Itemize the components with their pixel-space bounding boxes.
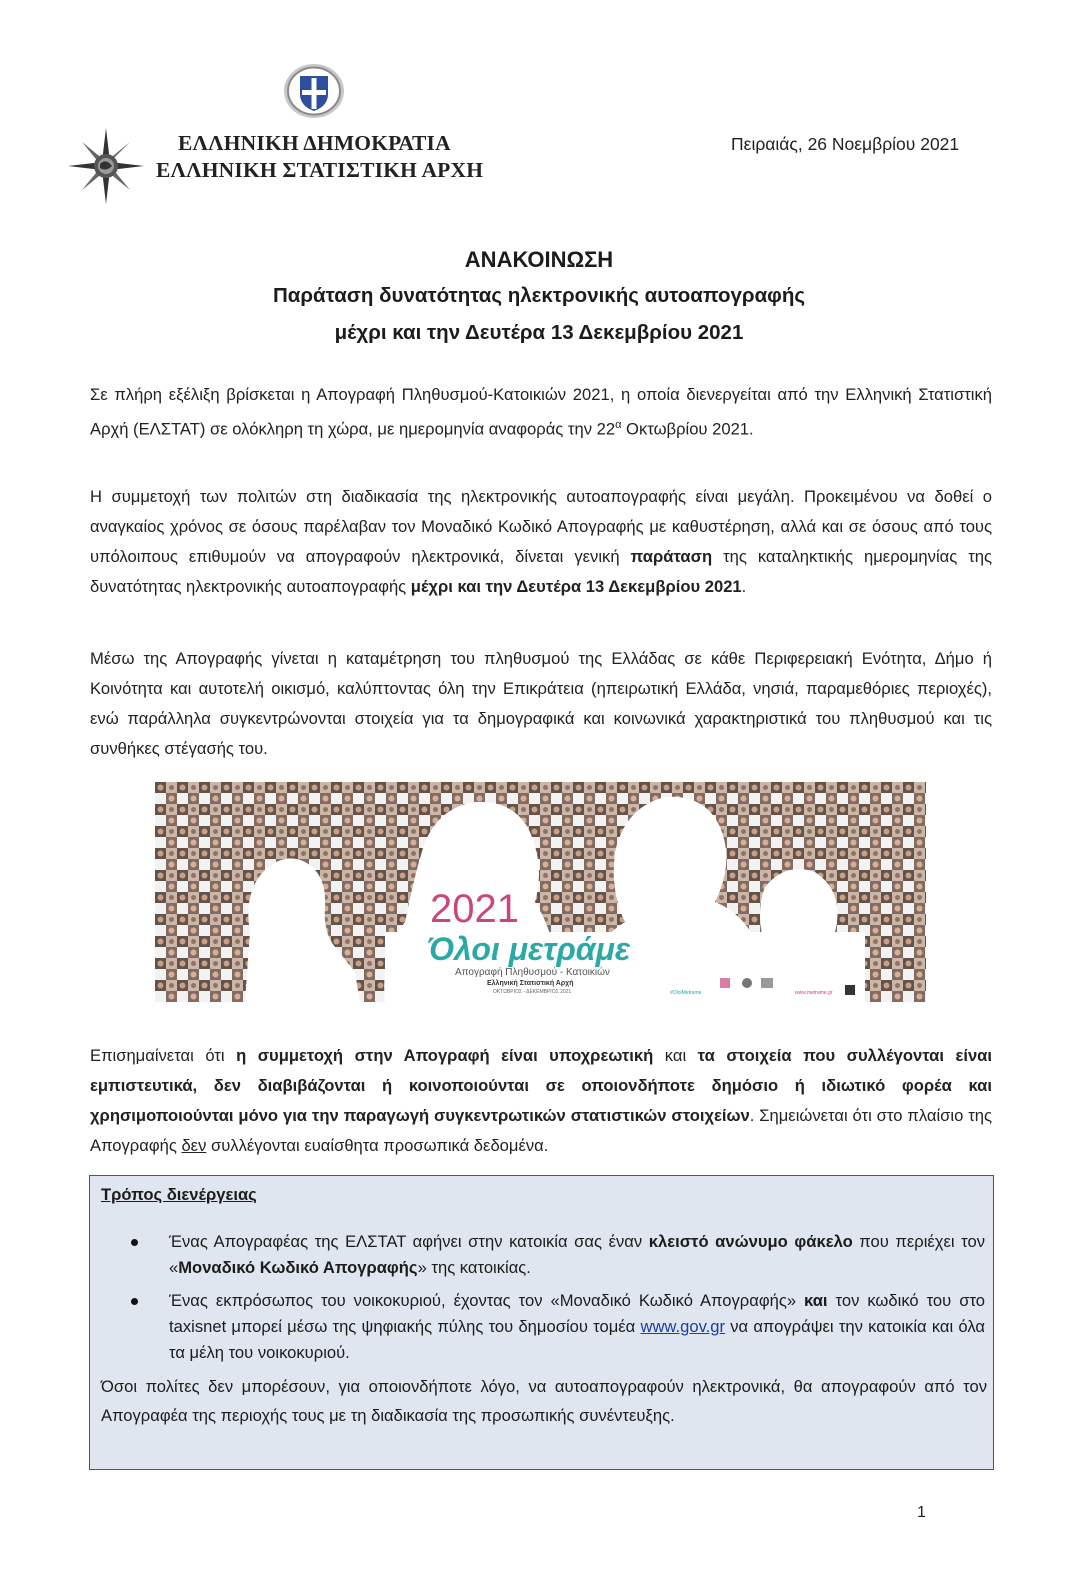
procedure-bullet-1 bbox=[169, 1229, 985, 1281]
paragraph-2-text: Η συμμετοχή των πολιτών στη διαδικασία της ηλεκτρονικής αυτοαπογραφής είναι μεγάλη. Προκειμένου να δοθεί ο αναγκαίος χρόνος σε όσους παρέλαβαν τον Μοναδικό Κωδικό Απογραφής με καθυστέρηση, αλλά και σε όσους από τους υπόλοιπους επιθυμούν να απογραφούν ηλεκτρονικά, δίνεται γενική bbox=[90, 487, 992, 566]
bullet-1-text: Ένας Απογραφέας της ΕΛΣΤΑΤ αφήνει στην κατοικία σας έναν bbox=[169, 1232, 649, 1251]
bullet-1-bold: κλειστό ανώνυμο φάκελο bbox=[648, 1232, 853, 1251]
procedure-box-title: Τρόπος διενέργειας bbox=[101, 1185, 257, 1204]
qr-code-icon bbox=[845, 985, 855, 995]
procedure-box-footer: Όσοι πολίτες δεν μπορέσουν, για οποιονδήποτε λόγο, να αυτοαπογραφούν ηλεκτρονικά, θα απογραφούν από τον Απογραφέα της περιοχής τους με τη διαδικασία της προσωπικής συνέντευξης. bbox=[101, 1377, 987, 1425]
paragraph-2-bold-deadline: μέχρι και την Δευτέρα 13 Δεκεμβρίου 2021 bbox=[410, 577, 742, 596]
bullet-2-bold: και bbox=[804, 1291, 828, 1310]
org-line-2: ΕΛΛΗΝΙΚΗ ΣΤΑΤΙΣΤΙΚΗ ΑΡΧΗ bbox=[156, 158, 484, 182]
paragraph-4-text: Επισημαίνεται ότι bbox=[90, 1046, 237, 1065]
bullet-dot-icon bbox=[131, 1298, 138, 1305]
organization-name bbox=[156, 130, 483, 184]
paragraph-4-text: συλλέγονται ευαίσθητα προσωπικά δεδομένα. bbox=[206, 1136, 549, 1155]
announcement-title-block bbox=[0, 243, 1078, 351]
gov-gr-link[interactable]: www.gov.gr bbox=[640, 1317, 726, 1336]
document-date: Πειραιάς, 26 Νοεμβρίου 2021 bbox=[731, 134, 960, 154]
banner-hashtag: #OloiMetrame bbox=[670, 990, 702, 996]
greek-coat-of-arms-logo bbox=[282, 62, 346, 120]
bullet-2-text: τον κωδικό του στο taxisnet μπορεί μέσω της ψηφιακής πύλης του δημοσίου τομέα bbox=[169, 1291, 985, 1336]
announcement-title-line-3: μέχρι και την Δευτέρα 13 Δεκεμβρίου 2021 bbox=[334, 321, 744, 344]
banner-year: 2021 bbox=[430, 887, 519, 931]
paragraph-3: Μέσω της Απογραφής γίνεται η καταμέτρηση του πληθυσμού της Ελλάδας σε κάθε Περιφερειακή Ενότητα, Δήμο ή Κοινότητα και αυτοτελή οικισμό, καλύπτοντας όλη την Επικράτεια (ηπειρωτική Ελλάδα, νησιά, παραμεθόριες περιοχές), ενώ παράλληλα συγκεντρώνονται στοιχεία για τα δημογραφικά και κοινωνικά χαρακτηριστικά του πληθυσμού και τις συνθήκες στέγασής του. bbox=[90, 649, 992, 758]
banner-period: ΟΚΤΩΒΡΙΟΣ - ΔΕΚΕΜΒΡΙΟΣ 2021 bbox=[493, 989, 572, 995]
elstat-compass-logo bbox=[68, 128, 144, 204]
banner-org: Ελληνική Στατιστική Αρχή bbox=[487, 980, 574, 987]
paragraph-4-text: και bbox=[653, 1046, 698, 1065]
org-line-1: ΕΛΛΗΝΙΚΗ ΔΗΜΟΚΡΑΤΙΑ bbox=[178, 131, 451, 155]
banner-slogan: Όλοι μετράμε bbox=[427, 931, 631, 967]
paragraph-1 bbox=[90, 380, 992, 445]
announcement-title-line-2: Παράταση δυνατότητας ηλεκτρονικής αυτοαπογραφής bbox=[272, 284, 806, 307]
paragraph-2 bbox=[90, 482, 992, 602]
paragraph-4-bold-mandatory: η συμμετοχή στην Απογραφή είναι υποχρεωτική bbox=[236, 1046, 654, 1065]
announcement-heading: ΑΝΑΚΟΙΝΩΣΗ bbox=[464, 247, 614, 272]
paragraph-1-text-end: Οκτωβρίου 2021. bbox=[621, 419, 754, 439]
bullet-2-text: να απογράψει την κατοικία και όλα τα μέλη του νοικοκυριού. bbox=[169, 1317, 985, 1362]
paragraph-4 bbox=[90, 1041, 992, 1161]
bullet-dot-icon bbox=[131, 1239, 138, 1246]
page-number: 1 bbox=[917, 1504, 926, 1521]
bullet-1-text: » της κατοικίας. bbox=[417, 1258, 531, 1277]
bullet-1-text: που περιέχει τον « bbox=[169, 1232, 985, 1277]
procedure-box bbox=[89, 1175, 994, 1470]
bullet-2-text: Ένας εκπρόσωπος του νοικοκυριού, έχοντας τον «Μοναδικό Κωδικό Απογραφής» bbox=[169, 1291, 805, 1310]
bullet-1-bold-code: Μοναδικό Κωδικό Απογραφής bbox=[178, 1258, 418, 1277]
census-banner-image bbox=[155, 782, 926, 1002]
banner-subtitle: Απογραφή Πληθυσμού - Κατοικιών bbox=[455, 967, 610, 978]
banner-url: www.metrame.gr bbox=[795, 990, 833, 996]
ordinal-superscript: α bbox=[615, 419, 622, 431]
procedure-bullet-2 bbox=[169, 1288, 985, 1366]
paragraph-2-bold: παράταση bbox=[630, 547, 713, 566]
paragraph-4-bold-confidential: τα στοιχεία που συλλέγονται είναι εμπιστευτικά, δεν διαβιβάζονται ή κοινοποιούνται σε οποιονδήποτε δημόσιο ή ιδιωτικό φορέα και χρησιμοποιούνται μόνο για την παραγωγή συγκεντρωτικών στατιστικών στοιχείων bbox=[90, 1046, 992, 1125]
paragraph-4-underlined: δεν bbox=[181, 1136, 207, 1155]
paragraph-2-text: . bbox=[741, 577, 747, 596]
census-banner-graphic bbox=[155, 782, 926, 1002]
paragraph-4-text: . Σημειώνεται ότι στο πλαίσιο της Απογραφής bbox=[90, 1106, 992, 1155]
paragraph-1-text: Σε πλήρη εξέλιξη βρίσκεται η Απογραφή Πληθυσμού-Κατοικιών 2021, η οποία διενεργείται από την Ελληνική Στατιστική Αρχή (ΕΛΣΤΑΤ) σε ολόκληρη τη χώρα, με ημερομηνία αναφοράς την 22 bbox=[90, 385, 992, 439]
paragraph-2-text: της καταληκτικής ημερομηνίας της δυνατότητας ηλεκτρονικής αυτοαπογραφής bbox=[90, 547, 992, 596]
